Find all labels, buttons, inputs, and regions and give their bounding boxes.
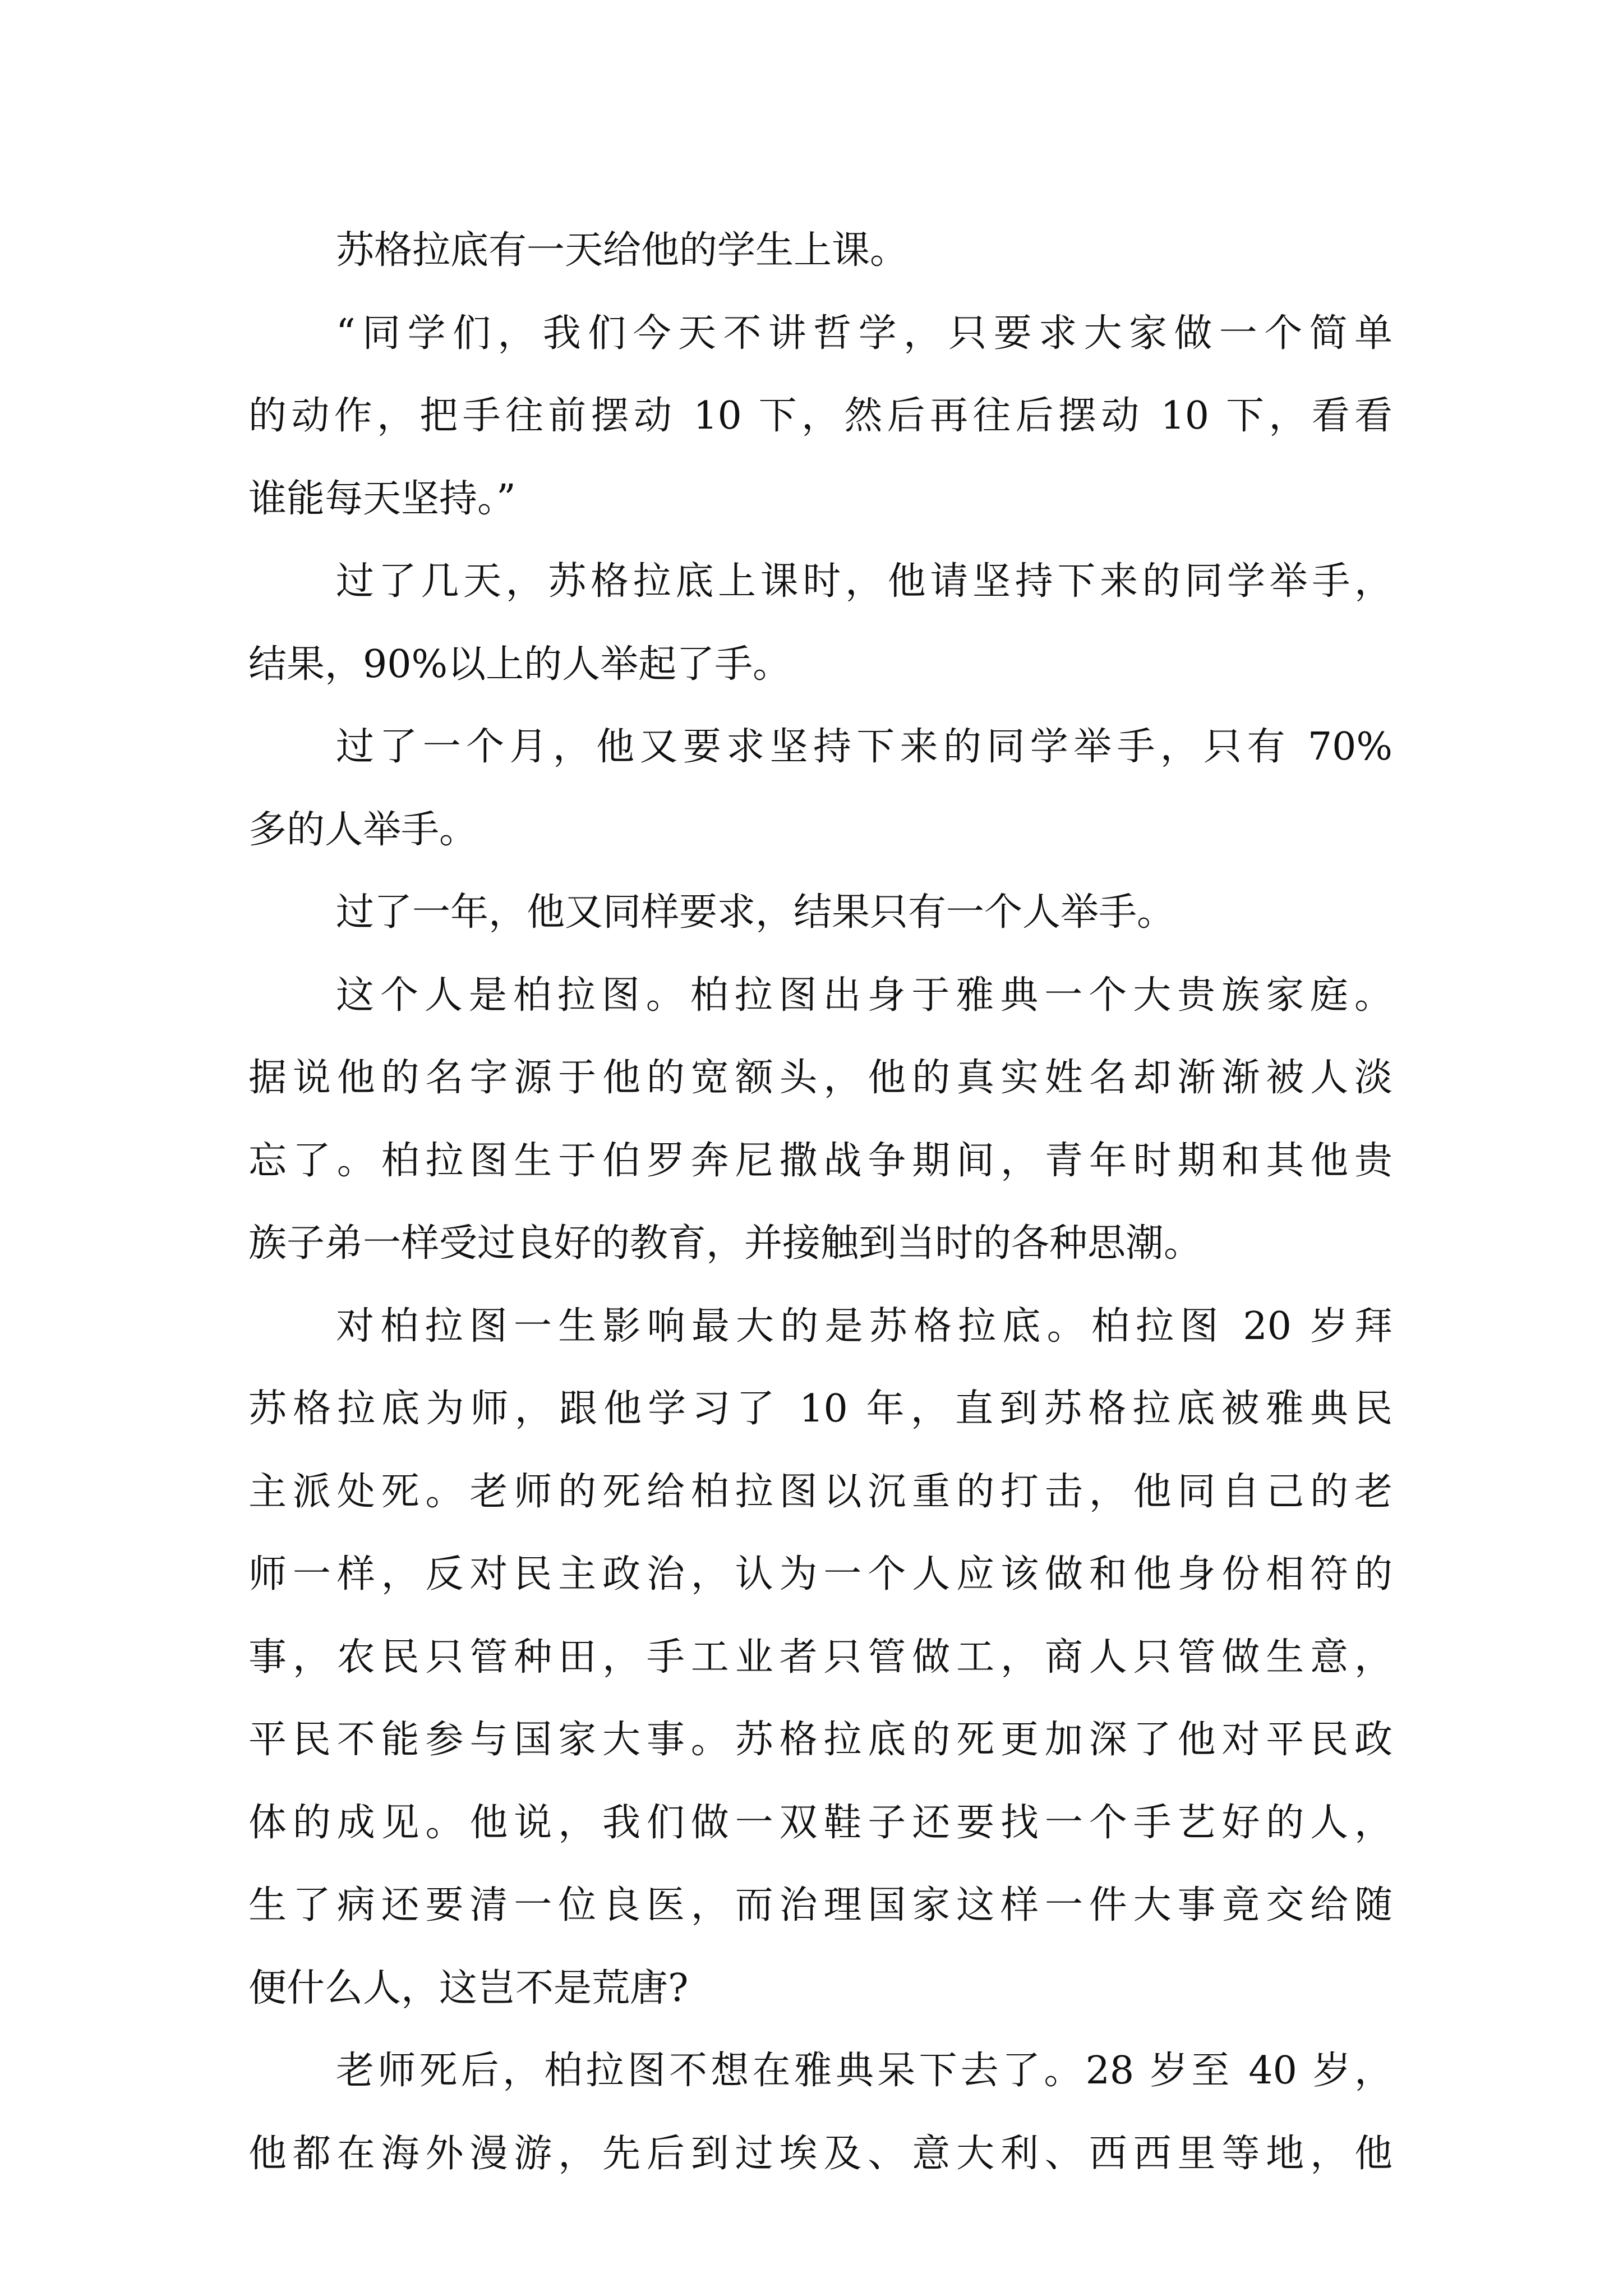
text-line: 主派处死。老师的死给柏拉图以沉重的打击，他同自己的老 [248, 1469, 1393, 1514]
text-line: 这个人是柏拉图。柏拉图出身于雅典一个大贵族家庭。 [336, 973, 1393, 1018]
text-line: 谁能每天坚持。” [248, 476, 516, 521]
paragraph [248, 2030, 1393, 2195]
text-line: 族子弟一样受过良好的教育，并接触到当时的各种思潮。 [248, 1221, 1202, 1266]
text-line: 事，农民只管种田，手工业者只管做工，商人只管做生意， [248, 1635, 1393, 1680]
paragraph [248, 540, 1393, 706]
text-line: 对柏拉图一生影响最大的是苏格拉底。柏拉图 20 岁拜 [336, 1304, 1393, 1349]
paragraph [248, 871, 1393, 954]
text-line: 忘了。柏拉图生于伯罗奔尼撒战争期间，青年时期和其他贵 [248, 1138, 1393, 1183]
text-line: 便什么人，这岂不是荒唐? [248, 1966, 689, 2010]
text-line: 的动作，把手往前摆动 10 下，然后再往后摆动 10 下，看看 [248, 394, 1393, 438]
text-line: 据说他的名字源于他的宽额头，他的真实姓名却渐渐被人淡 [248, 1056, 1393, 1100]
text-line: 过了几天，苏格拉底上课时，他请坚持下来的同学举手， [336, 559, 1393, 604]
text-line: 生了病还要清一位良医，而治理国家这样一件大事竟交给随 [248, 1883, 1393, 1927]
text-line: “同学们，我们今天不讲哲学，只要求大家做一个简单 [336, 311, 1393, 356]
paragraph [248, 209, 1393, 292]
document-body [248, 209, 1393, 2195]
text-line: 过了一年，他又同样要求，结果只有一个人举手。 [336, 890, 1175, 935]
text-line: 苏格拉底有一天给他的学生上课。 [336, 228, 909, 273]
text-line: 体的成见。他说，我们做一双鞋子还要找一个手艺好的人， [248, 1800, 1393, 1845]
text-line: 过了一个月，他又要求坚持下来的同学举手，只有 70% [336, 725, 1393, 769]
paragraph [248, 954, 1393, 1285]
text-line: 师一样，反对民主政治，认为一个人应该做和他身份相符的 [248, 1552, 1393, 1596]
paragraph [248, 706, 1393, 871]
paragraph [248, 292, 1393, 541]
text-line: 平民不能参与国家大事。苏格拉底的死更加深了他对平民政 [248, 1718, 1393, 1762]
text-line: 老师死后，柏拉图不想在雅典呆下去了。28 岁至 40 岁， [336, 2049, 1393, 2093]
text-line: 结果，90%以上的人举起了手。 [248, 642, 791, 687]
text-line: 苏格拉底为师，跟他学习了 10 年，直到苏格拉底被雅典民 [248, 1387, 1393, 1431]
text-line: 他都在海外漫游，先后到过埃及、意大利、西西里等地，他 [248, 2131, 1393, 2176]
paragraph [248, 1285, 1393, 2030]
text-line: 多的人举手。 [248, 807, 478, 852]
